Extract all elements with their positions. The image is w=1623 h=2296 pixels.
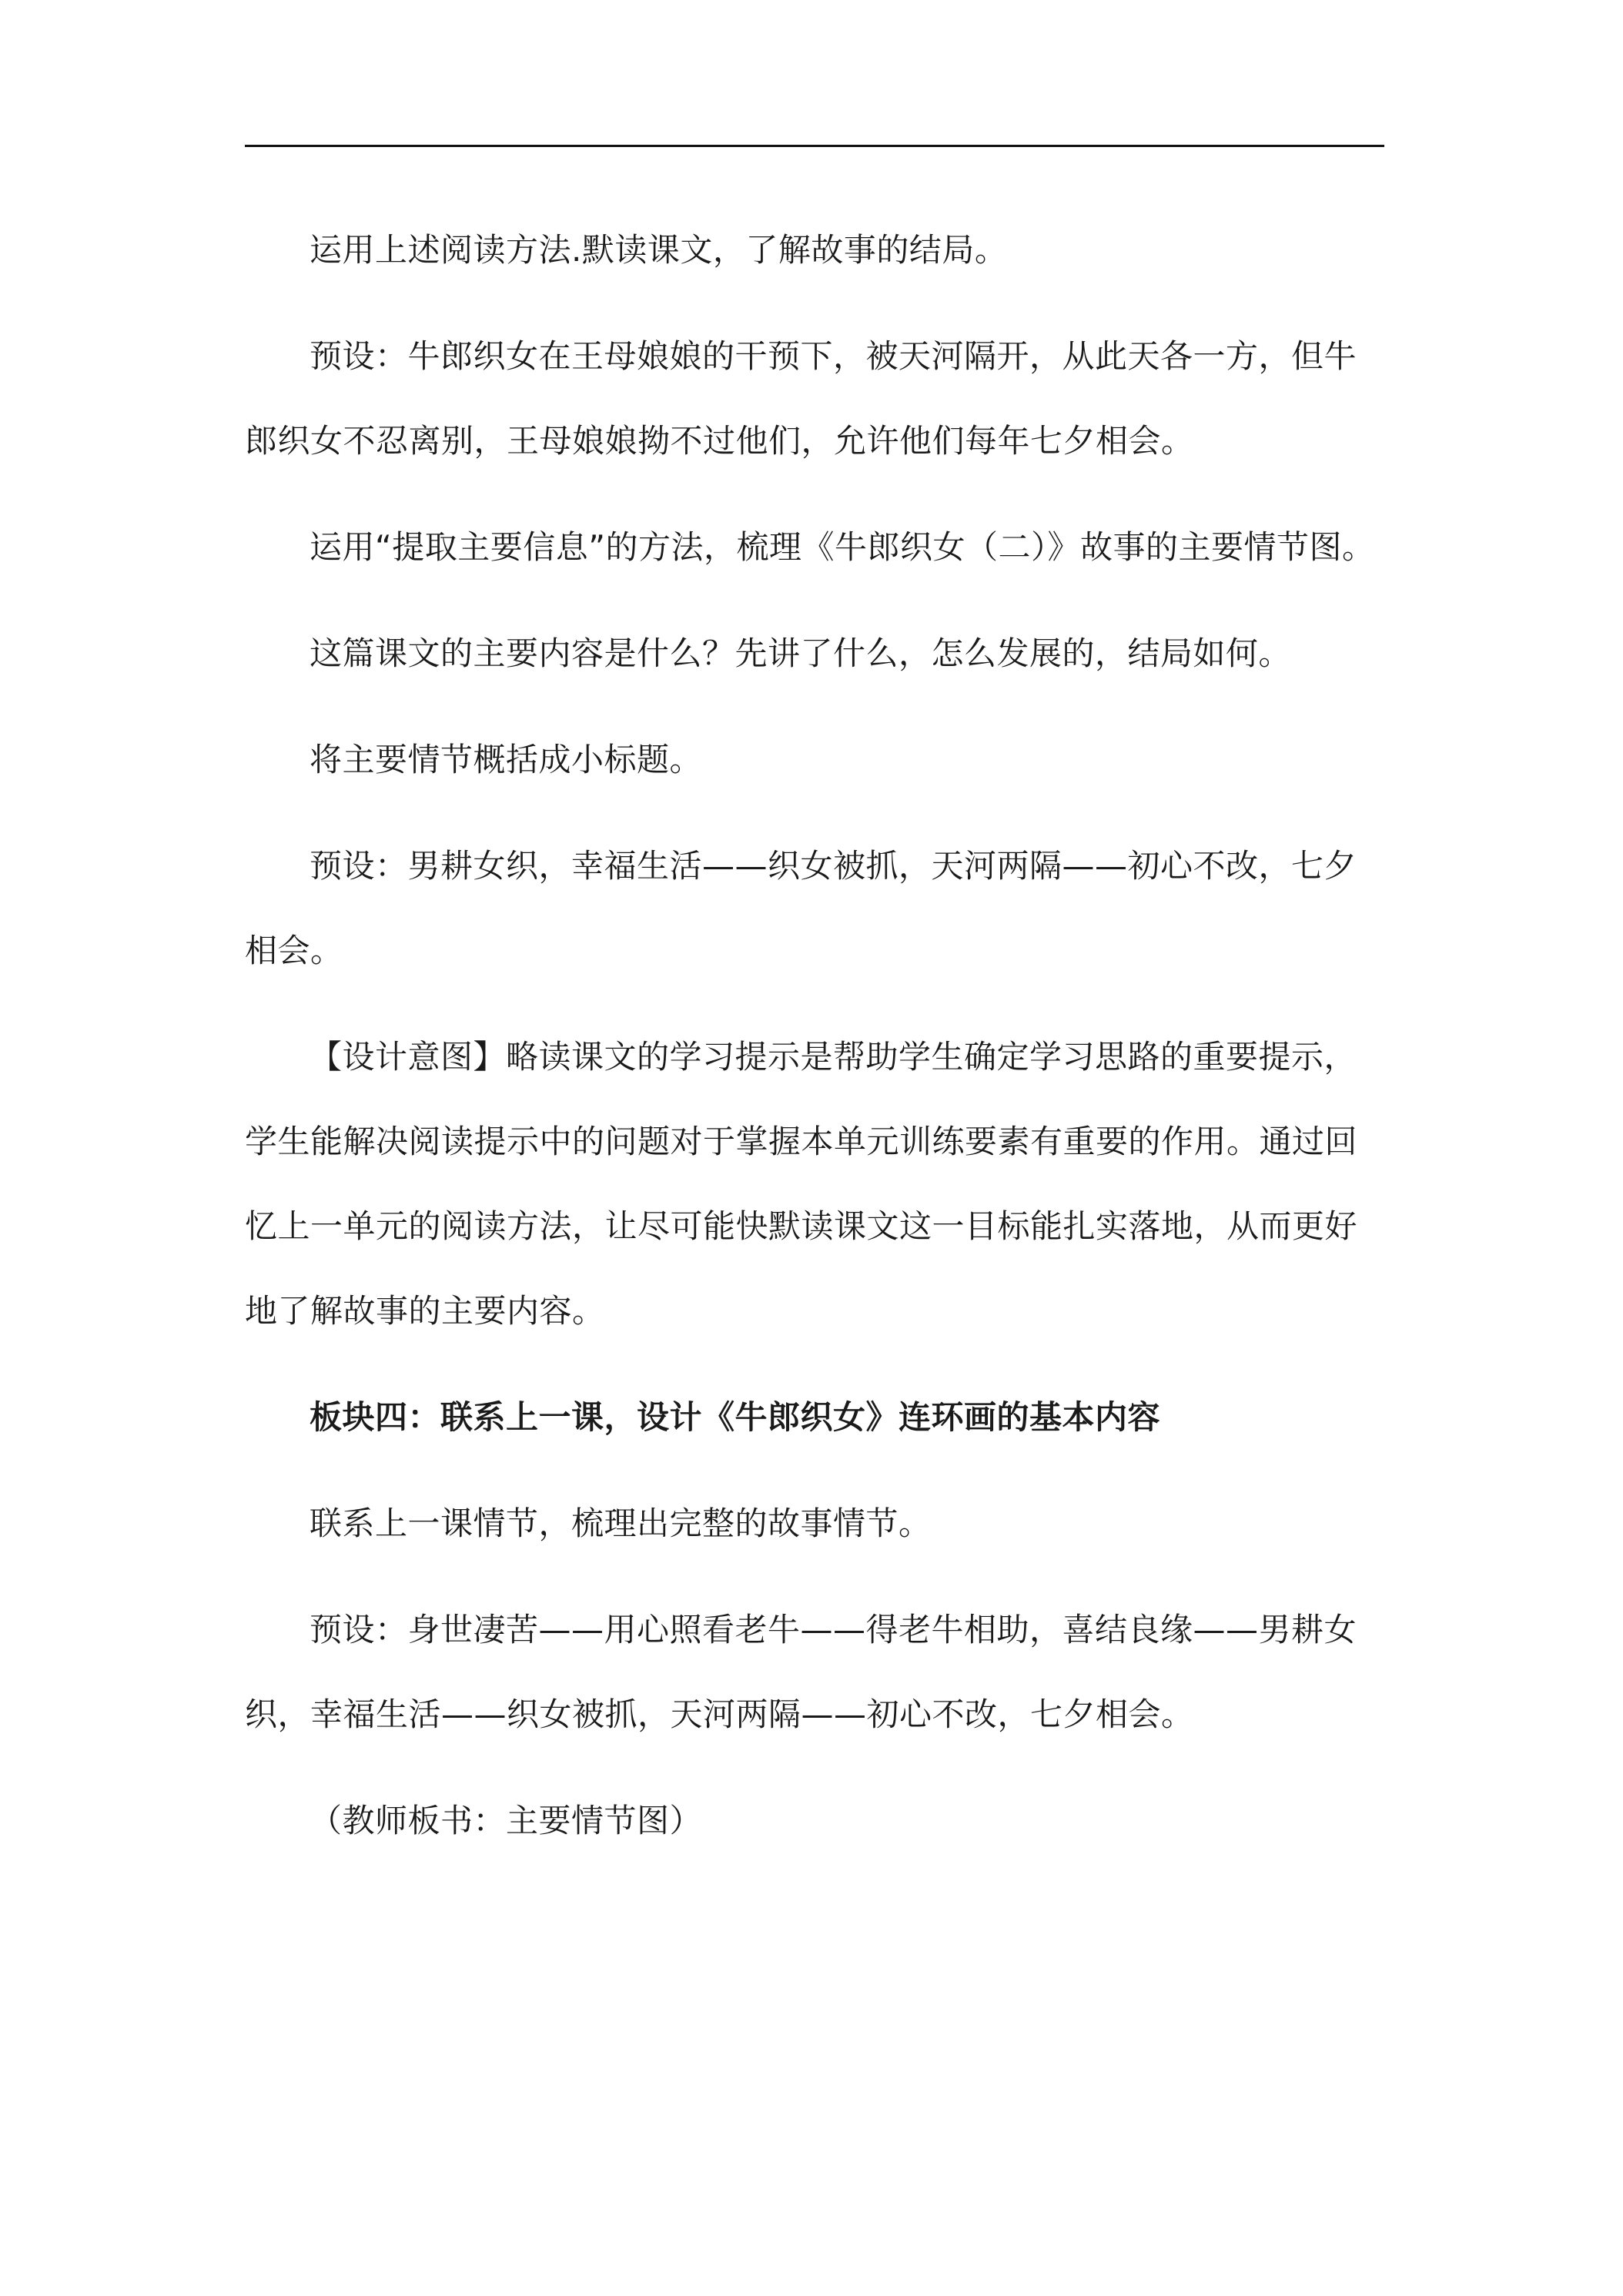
paragraph: 这篇课文的主要内容是什么？先讲了什么，怎么发展的，结局如何。 xyxy=(310,634,1292,672)
design-intent-paragraph: 【设计意图】略读课文的学习提示是帮助学生确定学习思路的重要提示，学生能解决阅读提示中的问题对于掌握本单元训练要素有重要的作用。通过回忆上一单元的阅读方法，让尽可能快默读课文这一目标能扎实落地，从而更好地了解故事的主要内容。 xyxy=(245,1038,1358,1330)
document-body xyxy=(245,208,1384,1863)
paragraph: 预设：牛郎织女在王母娘娘的干预下，被天河隔开，从此天各一方，但牛郎织女不忍离别，王母娘娘拗不过他们，允许他们每年七夕相会。 xyxy=(245,337,1357,460)
teacher-note: （教师板书：主要情节图） xyxy=(310,1802,703,1839)
paragraph: 预设：身世凄苦——用心照看老牛——得老牛相助，喜结良缘——男耕女织，幸福生活——织女被抓，天河两隔——初心不改，七夕相会。 xyxy=(245,1611,1357,1733)
paragraph: 联系上一课情节，梳理出完整的故事情节。 xyxy=(310,1504,932,1542)
paragraph: 运用“提取主要信息”的方法，梳理《牛郎织女（二）》故事的主要情节图。 xyxy=(310,528,1375,566)
section-heading: 板块四：联系上一课，设计《牛郎织女》连环画的基本内容 xyxy=(310,1398,1161,1436)
header-rule xyxy=(245,145,1384,147)
paragraph: 预设：男耕女织，幸福生活——织女被抓，天河两隔——初心不改，七夕相会。 xyxy=(245,847,1357,969)
paragraph: 运用上述阅读方法.默读课文，了解故事的结局。 xyxy=(310,231,1008,269)
paragraph: 将主要情节概括成小标题。 xyxy=(310,741,703,778)
